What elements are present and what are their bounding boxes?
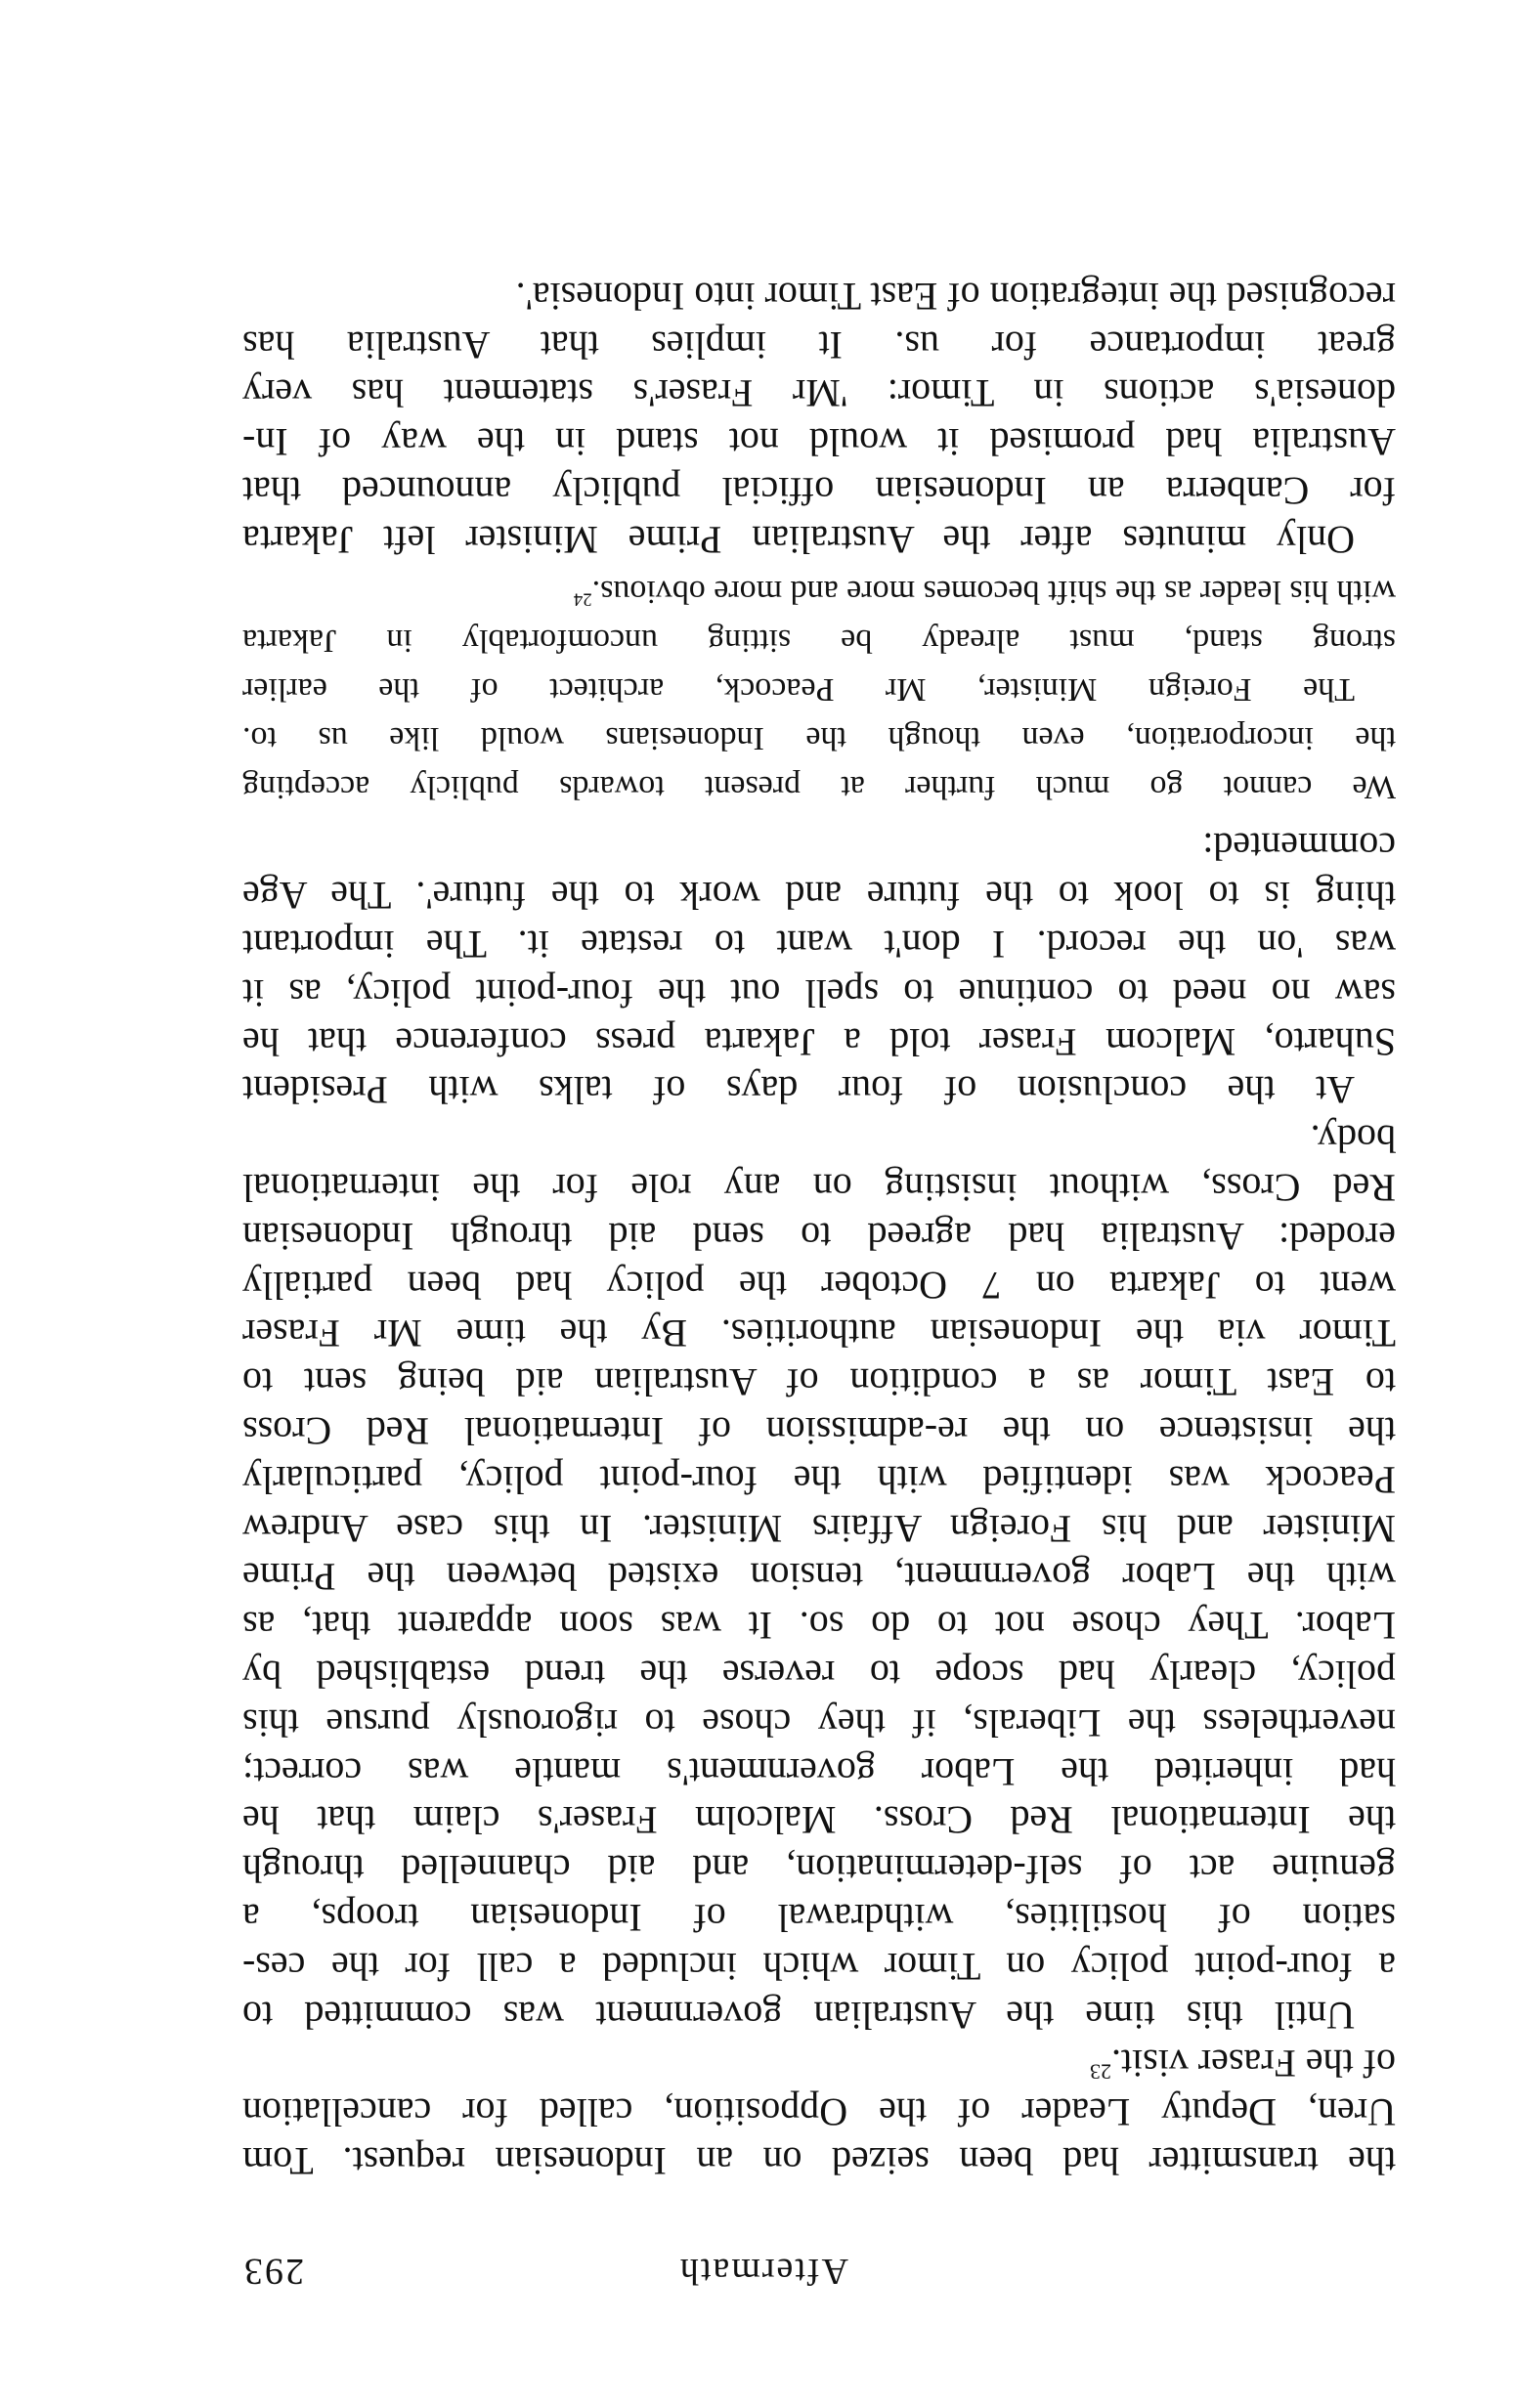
line-text: with the Labor government, tension existed between the Prime [242, 1555, 1396, 1600]
line-text: At the conclusion of four days of talks with President [242, 1068, 1355, 1113]
text-line [242, 1553, 1396, 1602]
page-body [242, 272, 1396, 2185]
line-text: a four-point policy on Timor which included a call for the ces- [242, 1944, 1396, 1989]
text-line [242, 1163, 1396, 1212]
line-text: Suharto, Malcom Fraser told a Jakarta press conference that he [242, 1019, 1396, 1064]
text-line [242, 1310, 1396, 1358]
text-line [242, 1504, 1396, 1553]
text-line [242, 1601, 1396, 1650]
text-line [242, 272, 1396, 321]
text-line [242, 1991, 1396, 2040]
line-text: eroded: Australia had agreed to send aid through Indonesian [242, 1214, 1396, 1259]
line-text: Until this time the Australian government was committed to [242, 1993, 1355, 2038]
line-text: the International Red Cross. Malcolm Fraser's claim that he [242, 1798, 1396, 1843]
text-line [242, 1650, 1396, 1698]
text-line [242, 920, 1396, 968]
text-line [242, 1796, 1396, 1845]
text-line [242, 871, 1396, 920]
text-line [242, 1844, 1396, 1893]
text-line [242, 466, 1396, 515]
text-line [242, 1698, 1396, 1747]
text-line [242, 568, 1396, 617]
text-line [242, 1357, 1396, 1406]
text-line [242, 1942, 1396, 1991]
line-text: was 'on the record. I don't want to restate it. The important [242, 923, 1396, 968]
line-text: the insistence on the re-admission of International Red Cross [242, 1409, 1396, 1454]
line-text: great importance for us. It implies that Australia has [242, 322, 1396, 367]
text-line [242, 1747, 1396, 1796]
text-line [242, 762, 1396, 811]
line-text: the transmitter had been seized on an Indonesian request. Tom [242, 2139, 1396, 2183]
text-line [242, 515, 1396, 564]
line-text: the incorporation, even though the Indonesians would like us to. [242, 719, 1396, 756]
text-line [242, 713, 1396, 762]
text-line [242, 417, 1396, 466]
line-text: for Canberra an Indonesian official publicly announced that [242, 468, 1396, 513]
text-line [242, 2087, 1396, 2136]
line-text: Australia had promised it would not stand in the way of In- [242, 420, 1396, 465]
paragraph [242, 823, 1396, 1115]
line-text: Timor via the Indonesian authorities. By the time Mr Fraser [242, 1312, 1396, 1356]
page-number: 293 [242, 2251, 304, 2292]
line-text: sation of hostilities, withdrawal of Indonesian troops, a [242, 1896, 1396, 1941]
text-line [242, 665, 1396, 713]
line-text: strong stand, must already be sitting uncomfortably in Jakarta [242, 623, 1396, 660]
line-text: to East Timor as a condition of Australian aid being sent to [242, 1360, 1396, 1405]
text-line [242, 1017, 1396, 1066]
line-text: saw no need to continue to spell out the four-point policy, as it [242, 970, 1396, 1015]
line-text: thing is to look to the future and work to the future'. The Age [242, 874, 1396, 919]
line-text: We cannot go much further at present towards publicly accepting [242, 768, 1396, 805]
line-text: commented: [1202, 825, 1396, 870]
line-text: policy, clearly had scope to reverse the trend established by [242, 1653, 1396, 1698]
line-text: went to Jakarta on 7 October the policy had been partially [242, 1263, 1396, 1308]
text-line [242, 617, 1396, 666]
line-text: Only minutes after the Australian Prime Minister left Jakarta [242, 517, 1355, 562]
line-text: with his leader as the shift becomes more and more obvious. [591, 574, 1396, 611]
block-quote [242, 568, 1396, 811]
line-text: of the Fraser visit. [1110, 2042, 1396, 2086]
text-line [242, 1212, 1396, 1261]
text-line [242, 2040, 1396, 2088]
line-text: body. [1310, 1117, 1396, 1162]
line-text: nevertheless the Liberals, if they chose to rigorously pursue this [242, 1700, 1396, 1745]
line-text: Peacock was identified with the four-point policy, particularly [242, 1457, 1396, 1502]
text-line [242, 1261, 1396, 1310]
line-text: The Foreign Minister, Mr Peacock, architect of the earlier [242, 671, 1355, 709]
text-line [242, 369, 1396, 418]
paragraph [242, 1114, 1396, 2039]
text-line [242, 321, 1396, 369]
line-text: Red Cross, without insisting on any role for the international [242, 1166, 1396, 1211]
text-line [242, 1893, 1396, 1942]
text-line [242, 1066, 1396, 1115]
footnote-marker: 23 [1089, 2059, 1111, 2085]
text-line [242, 2136, 1396, 2185]
paragraph [242, 272, 1396, 564]
text-line [242, 968, 1396, 1017]
paragraph [242, 2040, 1396, 2185]
footnote-marker: 24 [573, 588, 592, 610]
line-text: Labor. They chose not to do so. It was soon apparent that, as [242, 1604, 1396, 1649]
text-line [242, 823, 1396, 872]
line-text: Uren, Deputy Leader of the Opposition, called for cancellation [242, 2090, 1396, 2135]
line-text: donesia's actions in Timor: 'Mr Fraser's statement has very [242, 371, 1396, 416]
text-line [242, 1455, 1396, 1504]
line-text: genuine act of self-determination, and aid channelled through [242, 1847, 1396, 1892]
line-text: recognised the integration of East Timor into Indonesia'. [515, 274, 1396, 319]
text-line [242, 1114, 1396, 1163]
line-text: Minister and his Foreign Affairs Minister. In this case Andrew [242, 1506, 1396, 1551]
chapter-title: Aftermath [677, 2251, 848, 2292]
text-line [242, 1406, 1396, 1455]
line-text: had inherited the Labor government's mantle was correct; [242, 1749, 1396, 1794]
